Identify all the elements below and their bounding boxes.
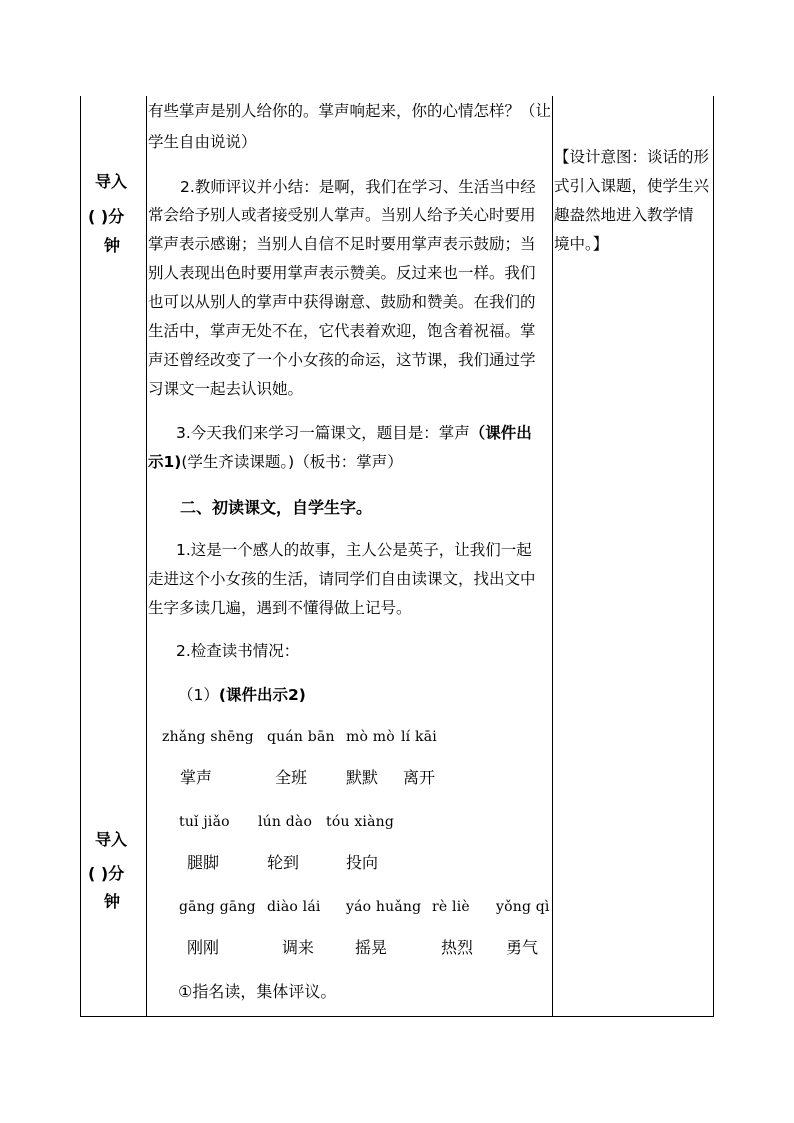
table-border-left [80, 96, 81, 1016]
text-segment-bold: （课件出 [469, 424, 532, 442]
left-label-time: ( )分 [88, 207, 125, 226]
word: 全班 [275, 768, 308, 787]
paragraph-line: 2.教师评议并小结：是啊，我们在学习、生活当中经 [180, 178, 536, 196]
table-divider-left [146, 96, 147, 1016]
paragraph-line: 也可以从别人的掌声中获得谢意、鼓励和赞美。在我们的 [148, 293, 536, 311]
paragraph-line: 掌声表示感谢；当别人自信不足时要用掌声表示鼓励；当 [148, 235, 536, 253]
pinyin: yáo huǎng [346, 899, 422, 915]
paragraph-line: 有些掌声是别人给你的。掌声响起来，你的心情怎样？（让 [148, 102, 552, 120]
paragraph-line: 习课文一起去认识她。 [148, 380, 304, 398]
word: 离开 [403, 768, 436, 787]
table-border-bottom [80, 1016, 714, 1017]
word: 刚刚 [187, 938, 220, 957]
left-label-unit: 钟 [104, 236, 121, 255]
pinyin: gāng gāng [179, 899, 256, 915]
word: 掌声 [180, 768, 213, 787]
paragraph-line: 走进这个小女孩的生活，请同学们自由读课文，找出文中 [148, 570, 536, 588]
word: 投向 [346, 853, 379, 872]
paragraph-line: 学生自由说说） [148, 133, 257, 151]
pinyin: yǒng qì [496, 899, 550, 915]
section-heading: 二、初读课文，自学生字。 [180, 498, 373, 517]
paragraph-line: 声还曾经改变了一个小女孩的命运，这节课，我们通过学 [148, 351, 536, 369]
paragraph-line: 生活中，掌声无处不在，它代表着欢迎，饱含着祝福。掌 [148, 322, 536, 340]
note-line: 境中。】 [554, 235, 609, 253]
pinyin: diào lái [267, 899, 321, 915]
note-line: 【设计意图：谈话的形 [554, 148, 710, 166]
pinyin: tóu xiàng [326, 814, 395, 830]
left-label-time: ( )分 [88, 864, 125, 883]
paragraph-line: 1.这是一个感人的故事，主人公是英子，让我们一起 [176, 541, 532, 559]
paragraph-line: 2.检查读书情况： [176, 642, 300, 660]
word: 轮到 [267, 853, 300, 872]
text-segment: (学生齐读课题。)（板书：掌声） [181, 453, 403, 471]
word: 热烈 [441, 938, 474, 957]
word: 调来 [282, 938, 315, 957]
word: 摇晃 [355, 938, 388, 957]
paragraph-line: 生字多读几遍，遇到不懂得做上记号。 [148, 599, 412, 617]
paragraph-line [148, 455, 403, 471]
pinyin: rè liè [432, 899, 470, 915]
text-segment-bold: (课件出示2) [218, 686, 306, 704]
note-line: 趣盎然地进入教学情 [554, 206, 694, 224]
word: 默默 [346, 768, 379, 787]
table-border-right [713, 96, 714, 1016]
word: 腿脚 [187, 853, 220, 872]
left-label-title: 导入 [95, 172, 128, 191]
left-label-title: 导入 [95, 830, 128, 849]
pinyin: lí kāi [401, 729, 437, 745]
paragraph-line: 别人表现出色时要用掌声表示赞美。反过来也一样。我们 [148, 264, 536, 282]
paragraph-line [176, 426, 532, 442]
text-segment-bold: 示1) [148, 453, 182, 471]
pinyin: lún dào [258, 814, 313, 830]
pinyin: zhǎng shēng [162, 729, 254, 745]
pinyin: tuǐ jiǎo [179, 814, 230, 830]
pinyin: quán bān [267, 729, 335, 745]
note-line: 式引入课题，使学生兴 [554, 177, 710, 195]
table-divider-right [552, 96, 553, 1016]
word: 勇气 [506, 938, 539, 957]
paragraph-line: 常会给予别人或者接受别人掌声。当别人给予关心时要用 [148, 206, 536, 224]
left-label-unit: 钟 [104, 892, 121, 911]
paragraph-line: ①指名读，集体评议。 [178, 982, 337, 1001]
paragraph-line [178, 688, 306, 704]
pinyin: mò mò [346, 729, 395, 745]
text-segment: （1） [178, 686, 219, 704]
text-segment: 3.今天我们来学习一篇课文，题目是：掌声 [176, 424, 470, 442]
